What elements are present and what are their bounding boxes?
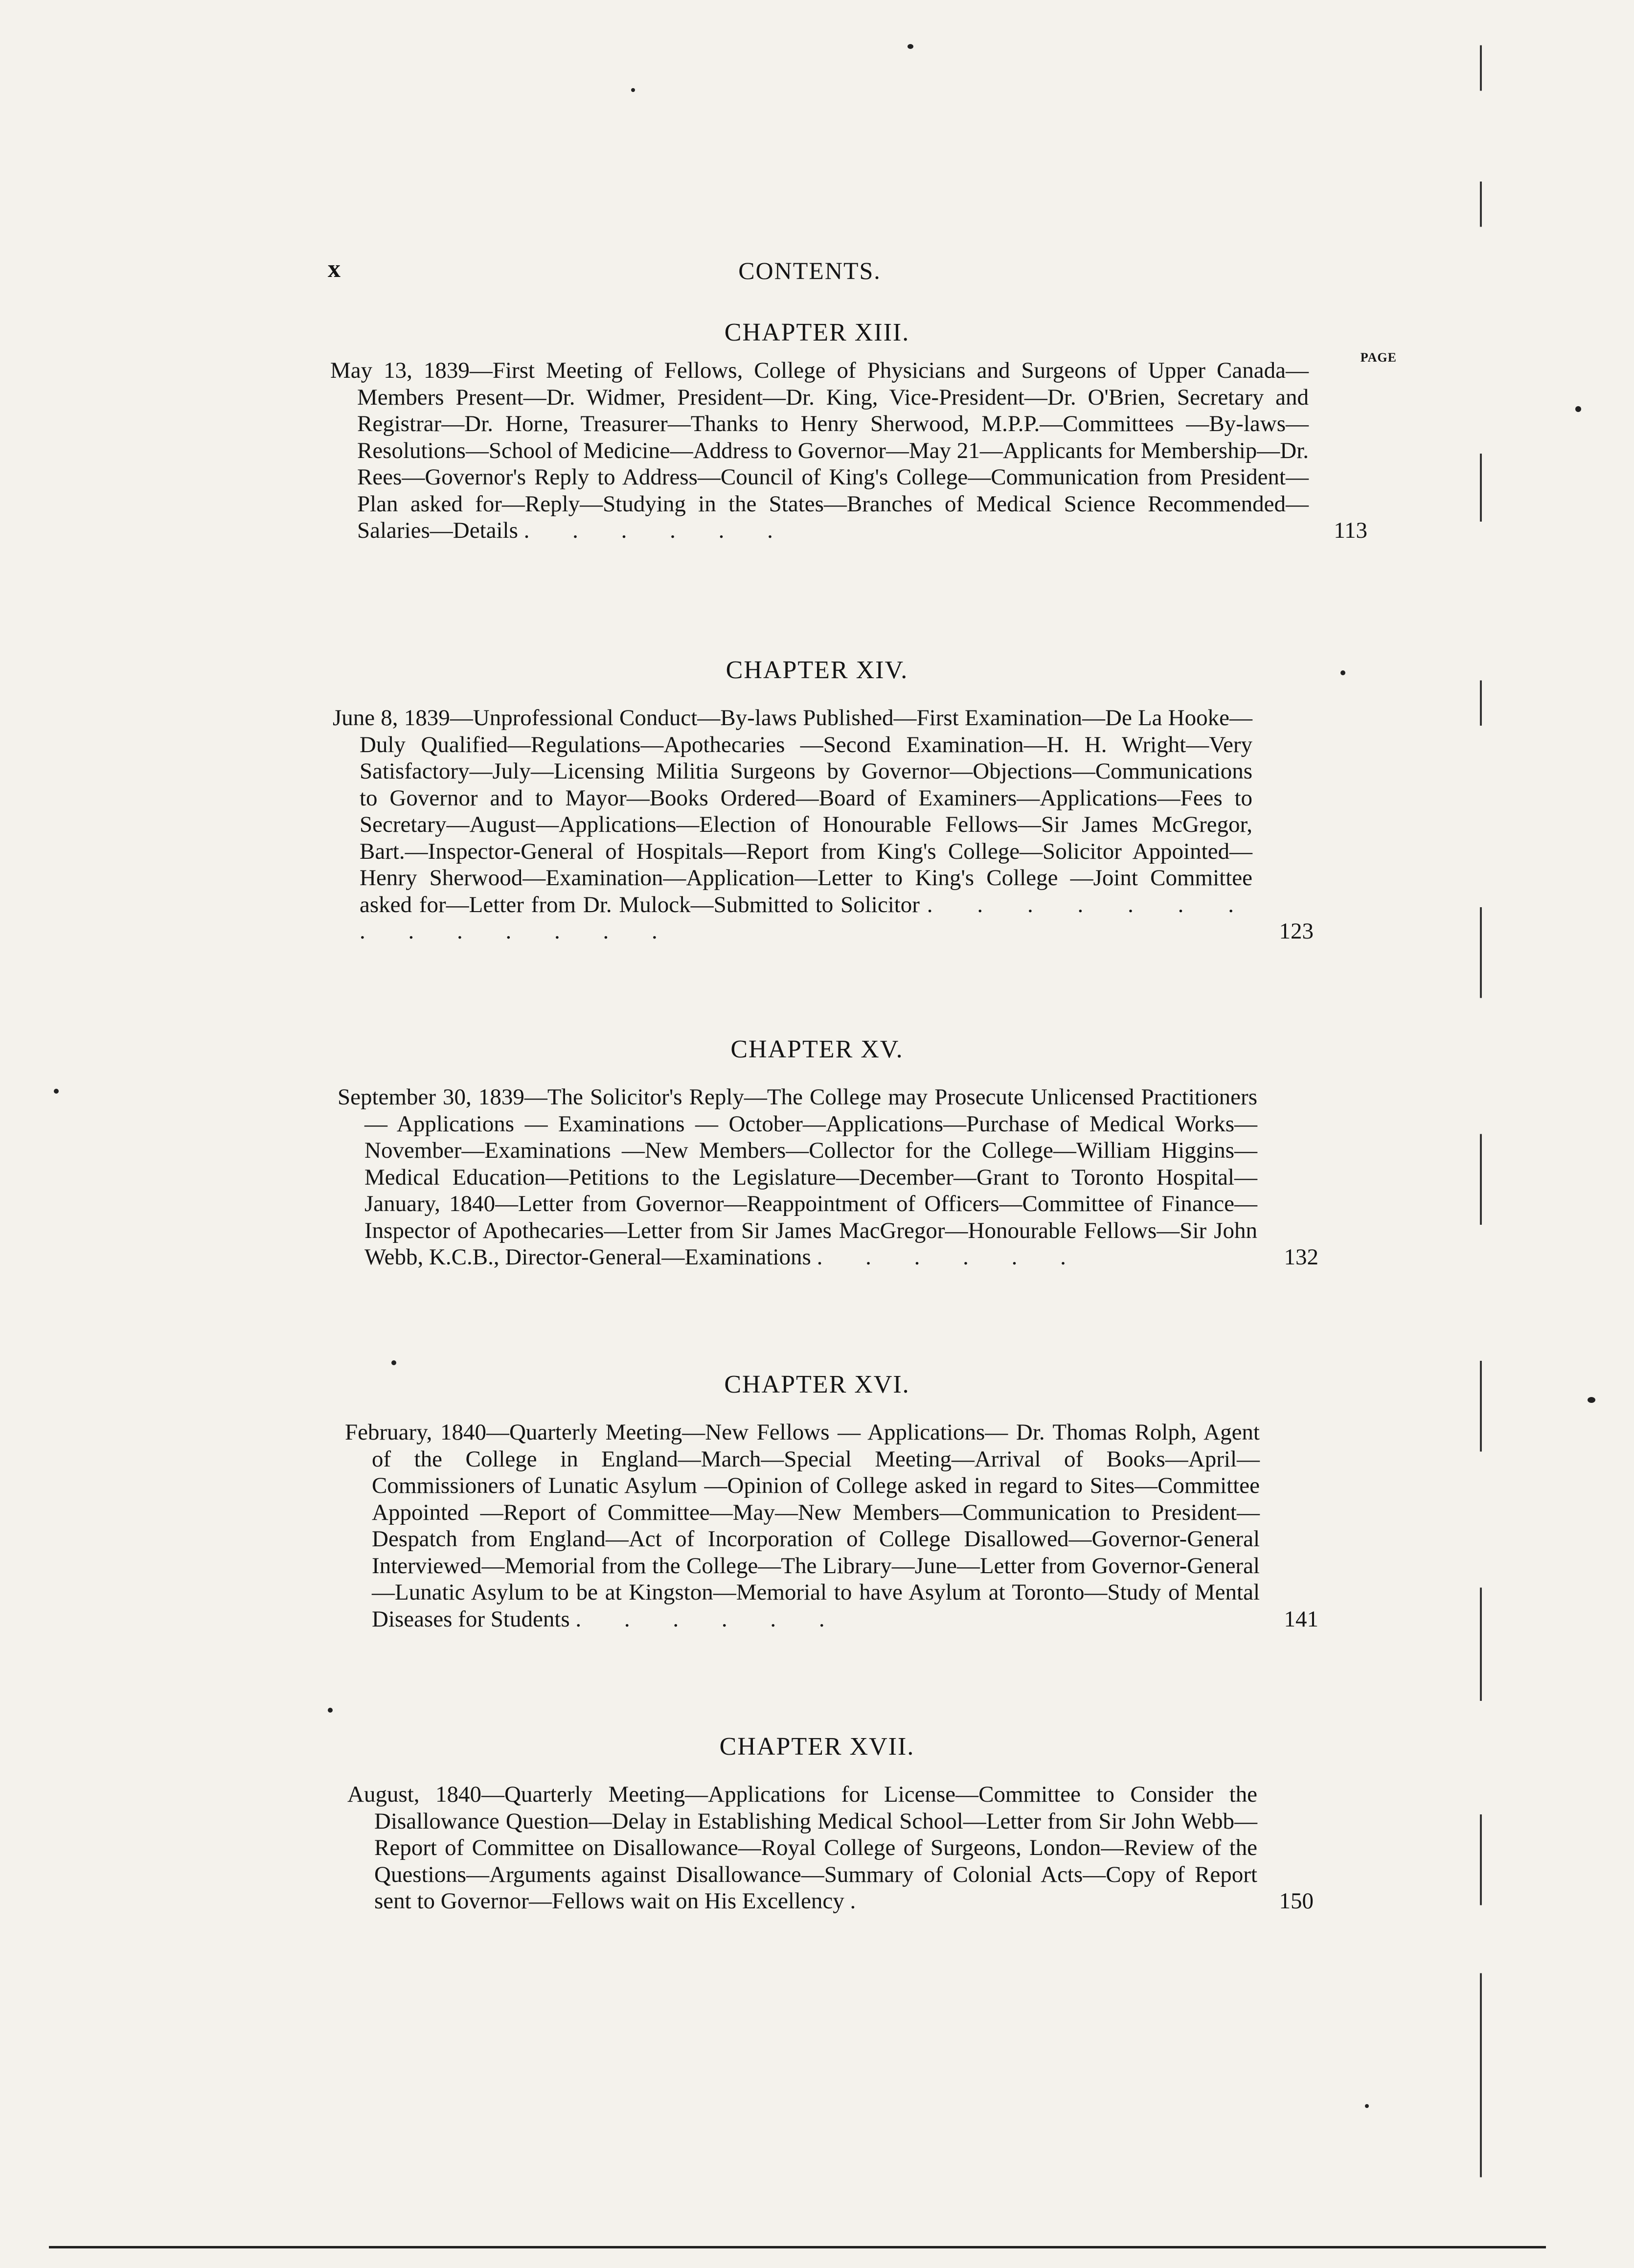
page-number: 132 — [1284, 1244, 1318, 1270]
contents-entry — [345, 1419, 1318, 1632]
chapter-xv — [0, 1035, 1634, 1271]
running-title: CONTENTS. — [738, 257, 881, 284]
entry-text: August, 1840—Quarterly Meeting—Applications for License—Committee to Consider the Disallowance Question—Delay in Establishing Medical School—Letter from Sir John Webb—Report of Committee on Disallowance—Royal College of Surgeons, London—Review of the Questions—Arguments against Disallowance—Summary of Colonial Acts—Copy of Report sent to Governor—Fellows wait on His Excellency — [347, 1782, 1257, 1914]
chapter-heading: CHAPTER XIV. — [726, 656, 908, 684]
chapter-xvi — [0, 1370, 1634, 1632]
entry-summary — [333, 705, 1252, 945]
chapter-heading: CHAPTER XIII. — [724, 319, 910, 346]
page-folio: x — [328, 255, 340, 283]
entry-text: June 8, 1839—Unprofessional Conduct—By-laws Published—First Examination—De La Hooke—Duly Qualified—Regulations—Apothecaries —Second Examination—H. H. Wright—Very Satisfactory—July—Licensing Militia Surgeons by Governor—Objections—Communications to Governor and to Mayor—Books Ordered—Board of Examiners—Applications—Fees to Secretary—August—Applications—Election of Honourable Fellows—Sir James McGregor, Bart.—Inspector-General of Hospitals—Report from King's College—Solicitor Appointed—Henry Sherwood—Examination—Application—Letter to King's College —Joint Committee asked for—Letter from Dr. Mulock—Submitted to Solicitor — [333, 705, 1252, 917]
dot-leaders: . . . . . . — [817, 1244, 1085, 1270]
contents-entry — [330, 350, 1397, 544]
entry-summary — [330, 357, 1309, 544]
dot-leaders: . . . . . . . . . . . . . . — [360, 892, 1253, 944]
contents-entry — [338, 1084, 1318, 1271]
entry-summary — [347, 1781, 1257, 1915]
scan-speck — [1575, 406, 1581, 412]
page-number: 123 — [1279, 918, 1314, 944]
chapter-xvii — [0, 1732, 1634, 1915]
page-number: 141 — [1284, 1606, 1318, 1632]
entry-text: February, 1840—Quarterly Meeting—New Fellows — Applications— Dr. Thomas Rolph, Agent of the College in England—March—Special Meeting—Arrival of Books—April—Commissioners of Lunatic Asylum —Opinion of College asked in regard to Sites—Committee Appointed —Report of Committee—May—New Members—Communication to President—Despatch from England—Act of Incorporation of College Disallowed—Governor-General Interviewed—Memorial from the College—The Library—June—Letter from Governor-General—Lunatic Asylum to be at Kingston—Memorial to have Asylum at Toronto—Study of Mental Diseases for Students — [345, 1420, 1260, 1632]
scan-speck — [328, 1708, 333, 1713]
page-number: 113 — [1334, 518, 1367, 543]
dot-leaders: . . . . . . — [575, 1606, 843, 1632]
contents-entry — [333, 705, 1314, 945]
chapter-heading: CHAPTER XV. — [730, 1035, 904, 1063]
scan-speck — [908, 44, 913, 49]
page-number: 150 — [1279, 1888, 1314, 1914]
dot-leaders: . — [850, 1888, 875, 1914]
bottom-rule — [49, 2246, 1546, 2248]
chapter-heading: CHAPTER XVI. — [724, 1371, 910, 1398]
contents-entry — [347, 1781, 1314, 1915]
scan-speck — [631, 88, 635, 92]
page-column-label: PAGE — [1360, 350, 1397, 365]
running-header — [328, 254, 1292, 294]
scan-speck — [1365, 2104, 1369, 2108]
entry-text: September 30, 1839—The Solicitor's Reply—The College may Prosecute Unlicensed Practitioners — Applications — Examinations — October—Applications—Purchase of Medical Works—November—Examinations —New Members—Collector for the College—William Higgins—Medical Education—Petitions to the Legislature—December—Grant to Toronto Hospital—January, 1840—Letter from Governor—Reappointment of Officers—Committee of Finance—Inspector of Apothecaries—Letter from Sir James MacGregor—Honourable Fellows—Sir John Webb, K.C.B., Director-General—Examinations — [338, 1084, 1257, 1270]
chapter-heading: CHAPTER XVII. — [719, 1733, 915, 1761]
scan-speck — [1340, 670, 1345, 675]
chapter-xiii — [0, 318, 1634, 544]
entry-summary — [345, 1419, 1260, 1632]
scan-edge-line — [1480, 0, 1482, 2268]
scan-speck — [391, 1360, 396, 1365]
chapter-xiv — [0, 656, 1634, 945]
entry-summary — [338, 1084, 1257, 1271]
scan-speck — [1588, 1397, 1595, 1403]
dot-leaders: . . . . . . — [523, 518, 792, 543]
entry-text: May 13, 1839—First Meeting of Fellows, College of Physicians and Surgeons of Upper Canada—Members Present—Dr. Widmer, President—Dr. King, Vice-President—Dr. O'Brien, Secretary and Registrar—Dr. Horne, Treasurer—Thanks to Henry Sherwood, M.P.P.—Committees —By-laws—Resolutions—School of Medicine—Address to Governor—May 21—Applicants for Membership—Dr. Rees—Governor's Reply to Address—Council of King's College—Communication from President—Plan asked for—Reply—Studying in the States—Branches of Medical Science Recommended—Salaries—Details — [330, 358, 1309, 543]
scan-speck — [54, 1089, 59, 1094]
